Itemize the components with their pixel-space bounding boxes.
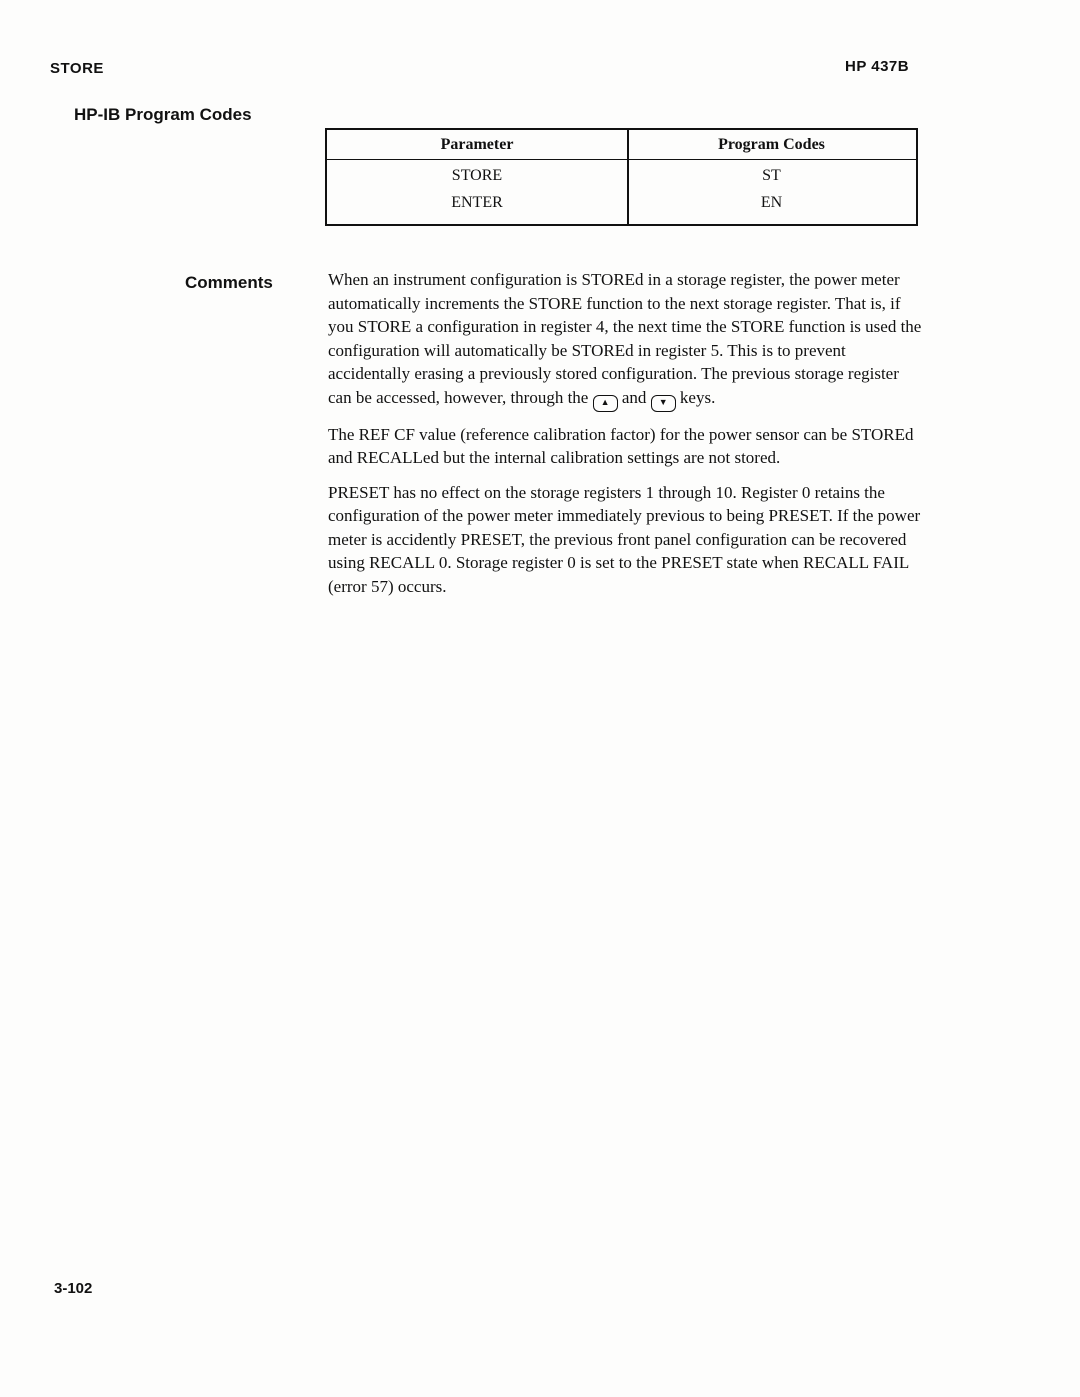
down-arrow-key-icon xyxy=(651,395,676,412)
table-row xyxy=(327,162,916,189)
up-arrow-glyph: ▲ xyxy=(600,396,610,407)
table-body xyxy=(327,162,916,216)
table-header-parameter: Parameter xyxy=(440,135,514,153)
table-row xyxy=(327,189,916,216)
comments-paragraph-1 xyxy=(328,268,926,412)
table-cell-parameter-store: STORE xyxy=(451,166,503,184)
program-codes-table xyxy=(325,128,918,226)
comments-body xyxy=(328,268,926,609)
table-header-program-codes: Program Codes xyxy=(718,135,825,153)
page-number: 3-102 xyxy=(54,1280,93,1297)
table-cell-code-st: ST xyxy=(762,166,781,184)
running-header-model: HP 437B xyxy=(845,58,910,75)
down-arrow-glyph: ▼ xyxy=(658,396,668,407)
table-cell-parameter-enter: ENTER xyxy=(451,193,503,211)
paragraph-text: When an instrument configuration is STOREd in a storage register, the power meter automatically increments the STORE function to the next storage register. That is, if you STORE a configuration in register 4, the next time the STORE function is used the configuration will automatically be STOREd in register 5. This is to prevent accidentally erasing a previously stored configuration. The previous storage register can be accessed, however, through the xyxy=(328,270,922,407)
up-arrow-key-icon xyxy=(593,395,618,412)
paragraph-text: keys. xyxy=(679,387,716,407)
comments-label: Comments xyxy=(185,273,273,292)
comments-paragraph-2: The REF CF value (reference calibration factor) for the power sensor can be STOREd and RECALLed but the internal calibration settings are not stored. xyxy=(328,424,914,467)
comments-paragraph-3: PRESET has no effect on the storage registers 1 through 10. Register 0 retains the configuration of the power meter immediately previous to being PRESET. If the power meter is accidently PRESET, the previous front panel configuration can be recovered using RECALL 0. Storage register 0 is set to the PRESET state when RECALL FAIL (error 57) occurs. xyxy=(328,482,921,596)
running-header-store: STORE xyxy=(50,60,104,77)
table-header-row xyxy=(327,130,916,160)
paragraph-text: and xyxy=(621,387,647,407)
table-cell-code-en: EN xyxy=(760,193,783,211)
section-heading-hpib-program-codes: HP-IB Program Codes xyxy=(74,105,252,124)
